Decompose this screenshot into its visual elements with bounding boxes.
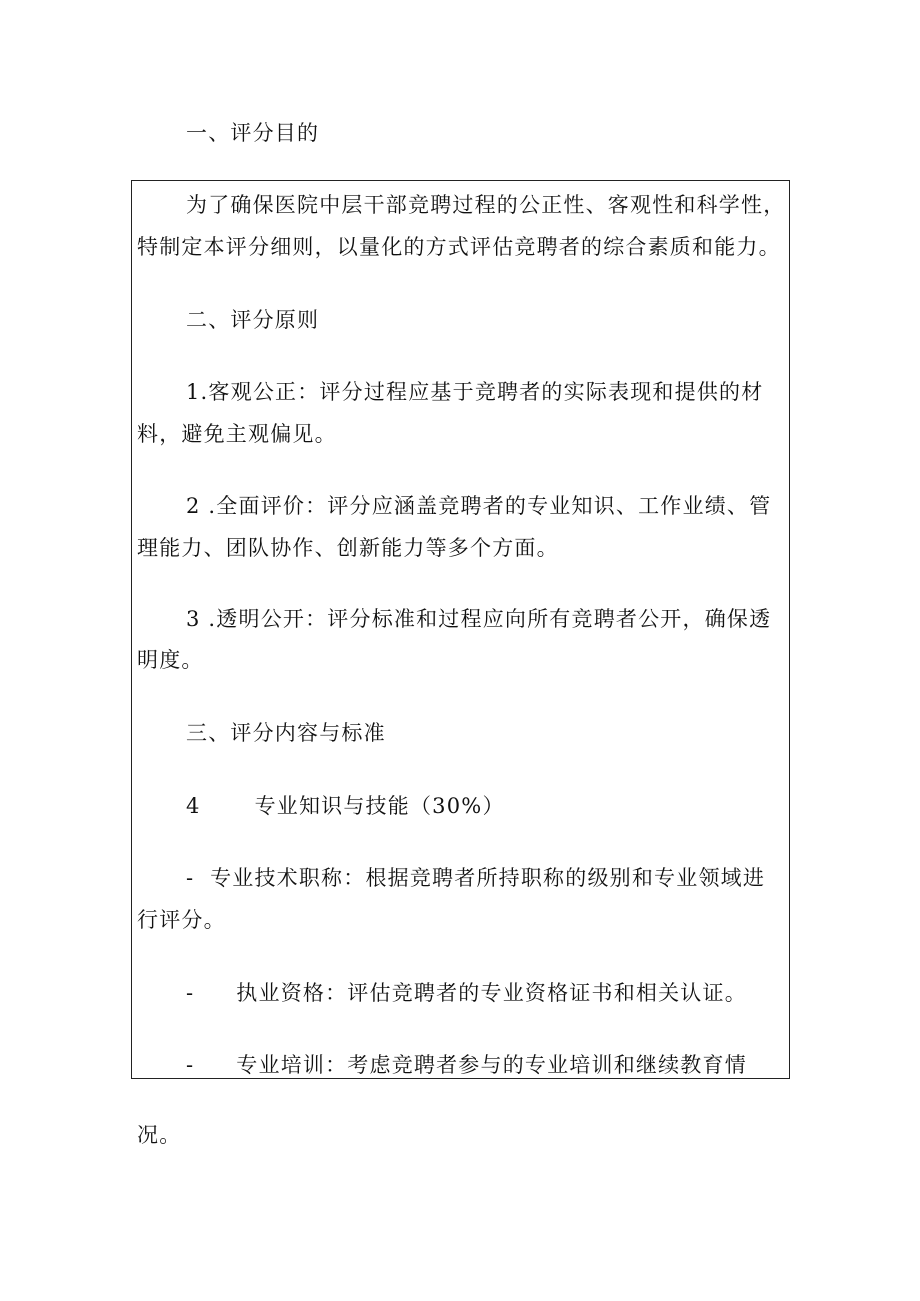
item-4 — [186, 791, 505, 821]
purpose-text-line2: 特制定本评分细则，以量化的方式评估竞聘者的综合素质和能力。 — [137, 235, 781, 259]
section-heading-purpose: 一、评分目的 — [186, 121, 320, 145]
bullet-3 — [186, 1050, 747, 1080]
principle-1-line1: 1.客观公正：评分过程应基于竞聘者的实际表现和提供的材 — [186, 380, 764, 404]
item-4-number: 4 — [186, 794, 201, 818]
principle-2-line2: 理能力、团队协作、创新能力等多个方面。 — [137, 536, 559, 560]
principle-2-line1: 2 .全面评价：评分应涵盖竞聘者的专业知识、工作业绩、管 — [186, 494, 772, 518]
principle-3-line1: 3 .透明公开：评分标准和过程应向所有竞聘者公开，确保透 — [186, 607, 772, 631]
bullet-2-dash: - — [186, 981, 195, 1005]
bullet-3-text: 专业培训：考虑竞聘者参与的专业培训和继续教育情 — [236, 1053, 747, 1077]
bullet-1-line2: 行评分。 — [137, 908, 226, 932]
principle-1-line2: 料，避免主观偏见。 — [137, 422, 337, 446]
bullet-3-continuation: 况。 — [137, 1123, 182, 1147]
section-heading-principles: 二、评分原则 — [186, 308, 320, 332]
item-4-text: 专业知识与技能（30%） — [254, 794, 505, 818]
bullet-1-dash: - — [186, 866, 195, 890]
bullet-3-dash: - — [186, 1053, 195, 1077]
purpose-text-line1: 为了确保医院中层干部竞聘过程的公正性、客观性和科学性， — [186, 193, 786, 217]
bullet-1-line1 — [186, 863, 765, 893]
bullet-2 — [186, 978, 747, 1008]
bullet-2-text: 执业资格：评估竞聘者的专业资格证书和相关认证。 — [236, 981, 747, 1005]
bullet-1-text: 专业技术职称：根据竞聘者所持职称的级别和专业领域进 — [210, 866, 766, 890]
principle-3-line2: 明度。 — [137, 648, 204, 672]
section-heading-content: 三、评分内容与标准 — [186, 721, 386, 745]
